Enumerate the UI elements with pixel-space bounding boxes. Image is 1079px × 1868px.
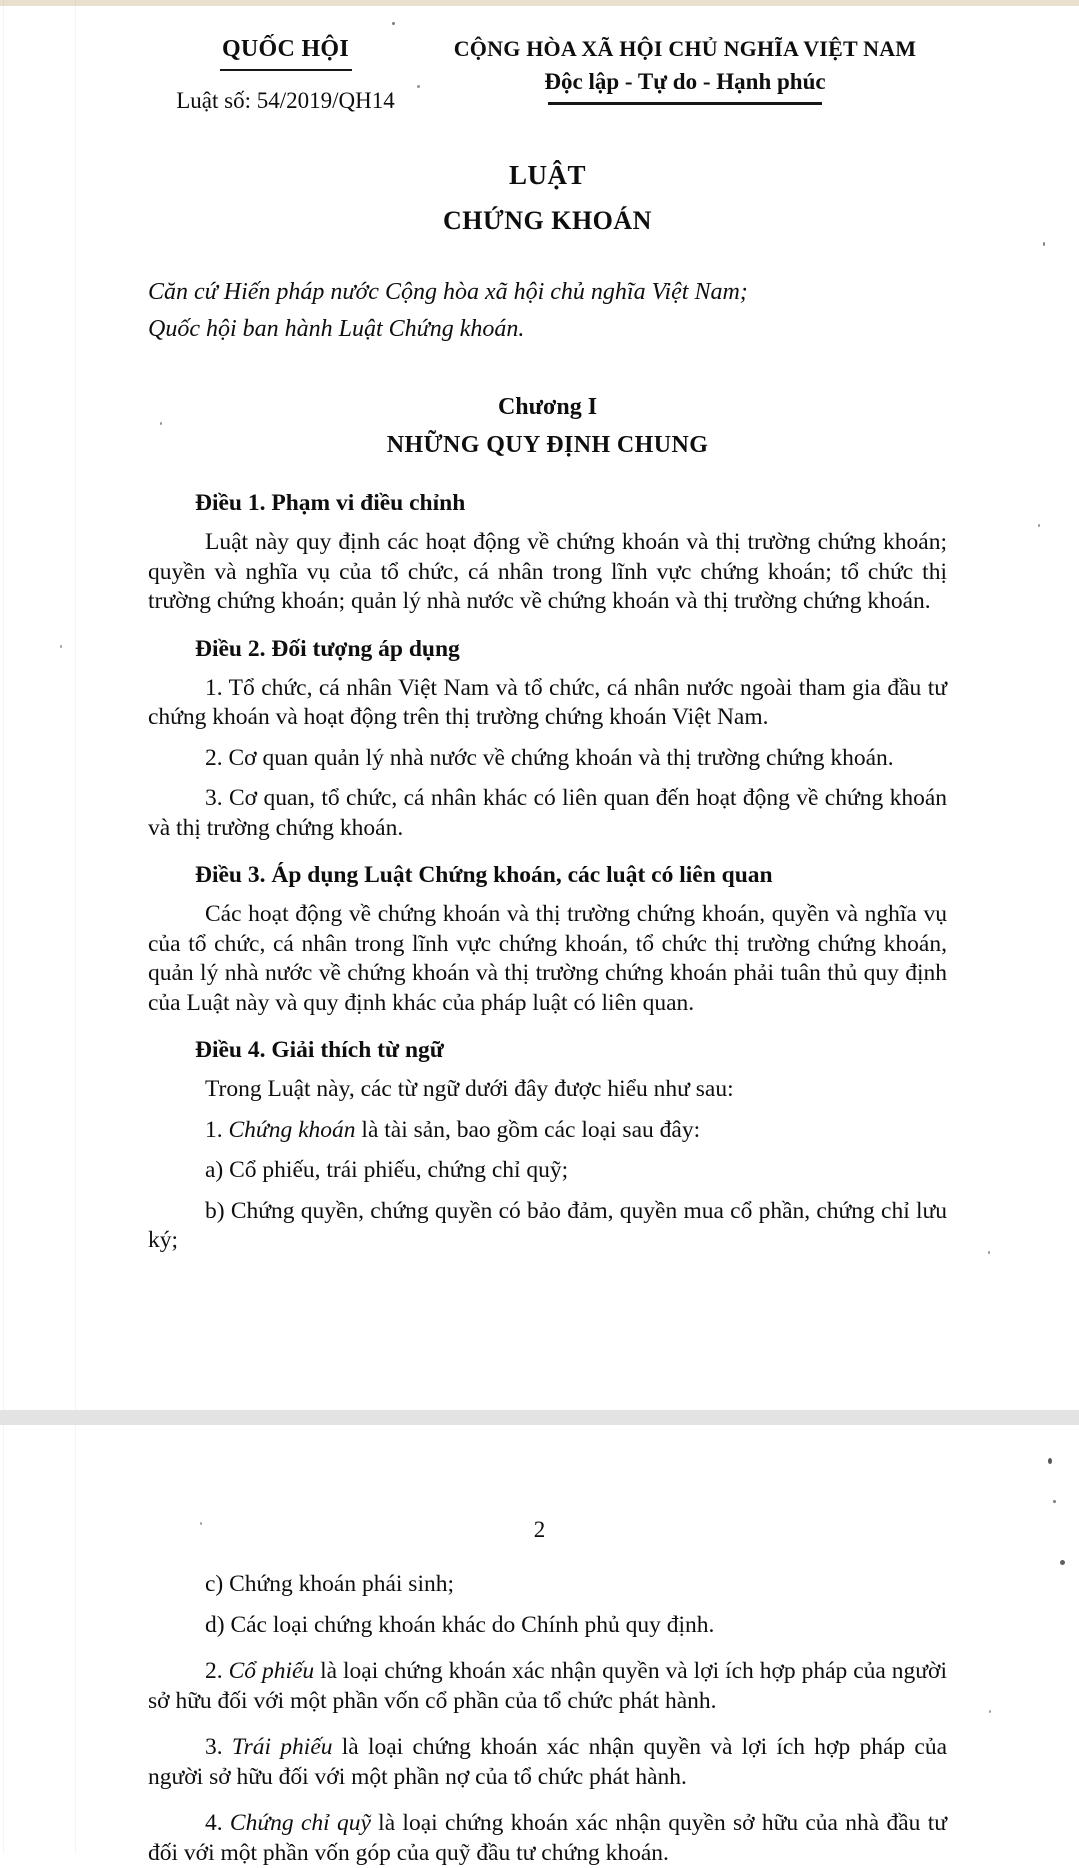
definition-number: 3. xyxy=(205,1734,232,1760)
article-2-heading: Điều 2. Đối tượng áp dụng xyxy=(195,635,460,662)
document-page-1 xyxy=(0,6,1079,1256)
law-subtitle: CHỨNG KHOÁN xyxy=(443,206,652,235)
definition-item-3 xyxy=(148,1733,947,1792)
definition-text: là loại chứng khoán xác nhận quyền và lợi ích hợp pháp của người sở hữu đối với một phần vốn cổ phần của tổ chức phát hành. xyxy=(148,1658,948,1714)
article-2-item: 3. Cơ quan, tổ chức, cá nhân khác có liên quan đến hoạt động về chứng khoán và thị trường chứng khoán. xyxy=(148,785,947,841)
scan-speck xyxy=(988,1251,990,1254)
definition-item-1 xyxy=(148,1116,947,1146)
scan-speck xyxy=(1048,1458,1052,1464)
definition-point-b: b) Chứng quyền, chứng quyền có bảo đảm, quyền mua cổ phần, chứng chỉ lưu ký; xyxy=(148,1197,947,1253)
definition-text: là tài sản, bao gồm các loại sau đây: xyxy=(355,1116,701,1143)
article-4-heading: Điều 4. Giải thích từ ngữ xyxy=(195,1037,444,1063)
definition-number: 1. xyxy=(205,1116,229,1143)
definition-point-c: c) Chứng khoán phái sinh; xyxy=(205,1571,455,1597)
scan-speck xyxy=(1038,524,1040,527)
definition-number: 4. xyxy=(205,1810,230,1836)
article-1-body: Luật này quy định các hoạt động về chứng khoán và thị trường chứng khoán; quyền và nghĩa vụ của tổ chức, cá nhân trong lĩnh vực chứng khoán; tổ chức thị trường chứng khoán; quản lý nhà nước về chứng khoán và thị trường chứng khoán. xyxy=(148,529,947,614)
article-2-item: 1. Tổ chức, cá nhân Việt Nam và tổ chức, cá nhân nước ngoài tham gia đầu tư chứng khoán và hoạt động trên thị trường chứng khoán Việt Nam. xyxy=(148,674,947,730)
law-title: LUẬT xyxy=(508,160,586,190)
scan-speck xyxy=(200,1522,202,1525)
document-page-2 xyxy=(0,1425,1079,1868)
scan-speck xyxy=(160,422,162,425)
page-number: 2 xyxy=(533,1517,546,1542)
article-1-heading: Điều 1. Phạm vi điều chỉnh xyxy=(195,490,466,516)
scan-speck xyxy=(989,1710,991,1713)
definition-item-4 xyxy=(148,1809,947,1868)
national-title: CỘNG HÒA XÃ HỘI CHỦ NGHĨA VIỆT NAM xyxy=(453,36,917,61)
motto-underline xyxy=(548,102,822,105)
definition-term: Chứng chỉ quỹ xyxy=(229,1810,371,1836)
page-separator xyxy=(0,1410,1079,1425)
definition-term: Cổ phiếu xyxy=(228,1658,315,1684)
scan-speck xyxy=(60,645,62,648)
scan-speck xyxy=(417,85,420,88)
header-national-block xyxy=(423,36,947,114)
chapter-title: NHỮNG QUY ĐỊNH CHUNG xyxy=(386,432,709,458)
scan-speck xyxy=(1043,242,1045,246)
article-3-heading: Điều 3. Áp dụng Luật Chứng khoán, các luật có liên quan xyxy=(195,862,773,888)
definition-term: Chứng khoán xyxy=(228,1116,356,1143)
issuer-underline xyxy=(220,69,352,71)
preamble-line: Quốc hội ban hành Luật Chứng khoán. xyxy=(148,316,525,342)
preamble xyxy=(148,274,947,348)
definition-text: là loại chứng khoán xác nhận quyền và lợi ích hợp pháp của người sở hữu đối với một phần nợ của tổ chức phát hành. xyxy=(148,1734,947,1790)
header-issuer-block xyxy=(148,36,423,114)
scan-speck xyxy=(1060,1560,1065,1565)
definition-text: là loại chứng khoán xác nhận quyền sở hữu của nhà đầu tư đối với một phần vốn góp của quỹ đầu tư chứng khoán. xyxy=(148,1810,947,1866)
chapter-label: Chương I xyxy=(497,394,598,420)
law-number: Luật số: 54/2019/QH14 xyxy=(176,88,395,113)
definition-term: Trái phiếu xyxy=(231,1734,333,1760)
preamble-line: Căn cứ Hiến pháp nước Cộng hòa xã hội chủ nghĩa Việt Nam; xyxy=(148,279,748,305)
article-4-intro: Trong Luật này, các từ ngữ dưới đây được hiểu như sau: xyxy=(205,1076,734,1102)
article-2-item: 2. Cơ quan quản lý nhà nước về chứng khoán và thị trường chứng khoán. xyxy=(205,744,894,771)
article-3-body: Các hoạt động về chứng khoán và thị trường chứng khoán, quyền và nghĩa vụ của tổ chức, cá nhân trong lĩnh vực chứng khoán, tổ chức thị trường chứng khoán, quản lý nhà nước về chứng khoán và thị trường chứng khoán phải tuân thủ quy định của Luật này và quy định khác của pháp luật có liên quan. xyxy=(148,901,947,1016)
national-motto: Độc lập - Tự do - Hạnh phúc xyxy=(544,69,826,94)
issuing-body: QUỐC HỘI xyxy=(221,36,350,62)
document-header xyxy=(148,6,947,114)
scan-speck xyxy=(1053,1500,1056,1503)
definition-point-d: d) Các loại chứng khoán khác do Chính phủ quy định. xyxy=(205,1611,715,1638)
definition-point-a: a) Cổ phiếu, trái phiếu, chứng chỉ quỹ; xyxy=(205,1157,569,1183)
scan-speck xyxy=(392,22,395,25)
definition-item-2 xyxy=(148,1657,947,1716)
definition-number: 2. xyxy=(205,1658,229,1684)
